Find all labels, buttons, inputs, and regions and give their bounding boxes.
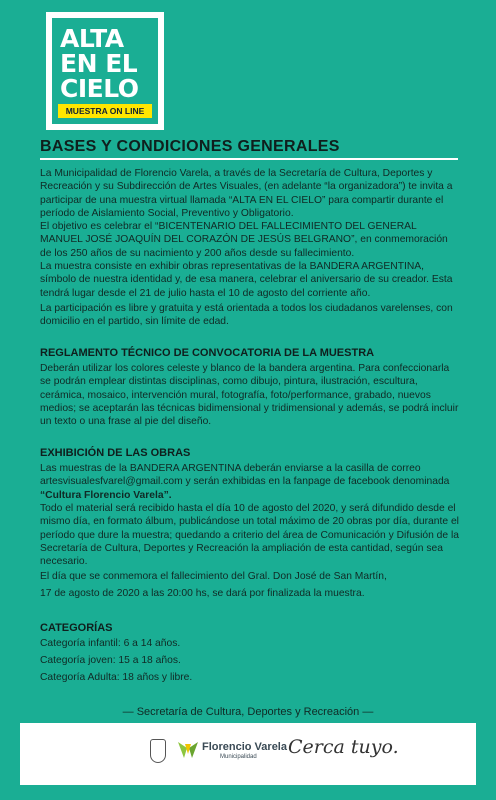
categoria-joven: Categoría joven: 15 a 18 años. — [40, 655, 181, 666]
reglamento-text: Deberán utilizar los colores celeste y blanco de la bandera argentina. Para confeccionarla se podrán emplear distintas disciplinas, como dibujo, pintura, ilustración, escultura, cerámica, mosaico, intervención mural, fotografía, foto/performance, grabado, nuevos medios; se aceptarán las técnicas bidimensional y tridimensional y además, se podrá incluir un texto o una frase al pie del diseño. — [40, 363, 459, 428]
intro-paragraph-1: La Municipalidad de Florencio Varela, a través de la Secretaría de Cultura, Deportes y Recreación y su Subdirección de Artes Visuales, (en adelante “la organizadora”) te invita a participar de una muestra virtual llamada “ALTA EN EL CIELO” para compartir durante el período de Aislamiento Social, Preventivo y Obligatorio. — [40, 168, 453, 219]
exhibicion-paragraph-1 — [40, 462, 460, 502]
logo-line-2: EN EL — [60, 49, 138, 78]
slogan: Cerca tuyo. — [288, 736, 399, 758]
categorias-heading: CATEGORÍAS — [40, 622, 113, 634]
page-title: BASES Y CONDICIONES GENERALES — [40, 138, 340, 155]
intro-paragraph-2: El objetivo es celebrar el “BICENTENARIO DEL FALLECIMIENTO DEL GENERAL MANUEL JOSÉ JOAQUÍN DEL CORAZÓN DE JESÚS BELGRANO”, en conmemoración de los 250 años de su nacimiento y 200 años desde su fallecimiento. — [40, 221, 448, 259]
brand-name: Florencio Varela — [202, 741, 287, 753]
title-divider — [40, 158, 458, 160]
logo-line-3: CIELO — [60, 74, 139, 103]
event-logo — [46, 12, 164, 130]
fanpage-name: “Cultura Florencio Varela”. — [40, 489, 172, 501]
categoria-infantil: Categoría infantil: 6 a 14 años. — [40, 638, 181, 649]
exhibicion-paragraph-2: Todo el material será recibido hasta el día 10 de agosto del 2020, y será difundido desde el mismo día, en formato álbum, publicándose un total máximo de 20 obras por día, durante el período que dure la muestra; quedando a criterio del área de Comunicación y Difusión de la Secretaría de Cultura, Deportes y Recreación la ampliación de esta cantidad, según sea necesario. — [40, 503, 459, 568]
exhibicion-paragraph-4: 17 de agosto de 2020 a las 20:00 hs, se dará por finalizada la muestra. — [40, 588, 365, 599]
exhibicion-heading: EXHIBICIÓN DE LAS OBRAS — [40, 447, 191, 459]
exhibicion-text: Las muestras de la BANDERA ARGENTINA deberán enviarse a la casilla de correo artesvisualesfvarel@gmail.com y serán exhibidas en la fanpage de facebook denominada — [40, 463, 450, 488]
intro-paragraph-3: La muestra consiste en exhibir obras representativas de la BANDERA ARGENTINA, símbolo de nuestra identidad y, de esa manera, celebrar el aniversario de su creador. Esta tendrá lugar desde el 21 de julio hasta el 10 de agosto del corriente año. — [40, 261, 453, 299]
logo-line-1: ALTA — [60, 24, 124, 53]
municipal-seal-icon — [150, 739, 166, 763]
logo-badge: MUESTRA ON LINE — [58, 104, 152, 118]
footer-secretaria: — Secretaría de Cultura, Deportes y Recreación — — [122, 706, 374, 718]
brand-sub: Municipalidad — [220, 754, 257, 760]
categoria-adulta: Categoría Adulta: 18 años y libre. — [40, 672, 193, 683]
reglamento-heading: REGLAMENTO TÉCNICO DE CONVOCATORIA DE LA MUESTRA — [40, 347, 375, 359]
leaf-logo-icon — [176, 740, 200, 760]
exhibicion-paragraph-3: El día que se conmemora el fallecimiento del Gral. Don José de San Martín, — [40, 571, 387, 582]
intro-paragraph-4: La participación es libre y gratuita y está orientada a todos los ciudadanos varelenses, con domicilio en el partido, sin límite de edad. — [40, 303, 453, 328]
footer-logos — [20, 723, 476, 785]
